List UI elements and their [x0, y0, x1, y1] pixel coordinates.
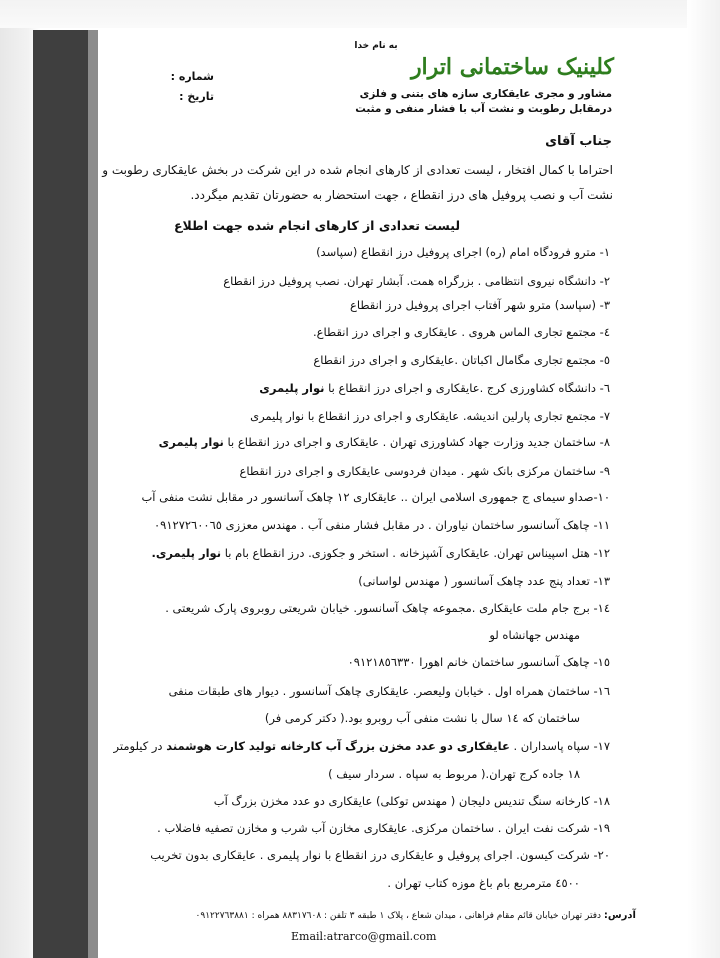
basmala: به نام خدا	[354, 41, 398, 51]
project-item-10: ۱۰-صداو سیمای ج جمهوری اسلامی ایران .. عایقکاری ۱۲ چاهک آسانسور در مقابل نشت منفی آب	[141, 490, 610, 504]
project-item-12-emphasis: نوار پلیمری.	[151, 546, 222, 560]
project-item-9: ۹- ساختمان مرکزی بانک شهر . میدان فردوسی عایقکاری و اجرای درز انقطاع	[239, 464, 610, 478]
project-item-17-continuation: ۱۸ جاده کرج تهران.( مربوط به سپاه . سردار سیف )	[328, 767, 580, 781]
project-item-18: ۱۸- کارخانه سنگ تندیس دلیجان ( مهندس توکلی) عایقکاری دو عدد مخزن بزرگ آب	[213, 794, 610, 808]
project-item-13: ۱۳- تعداد پنج عدد چاهک آسانسور ( مهندس لواسانی)	[358, 574, 610, 588]
project-item-16: ١٦- ساختمان همراه اول . خیابان ولیعصر. عایقکاری چاهک آسانسور . دیوار های طبقات منفی	[168, 684, 610, 698]
project-item-4: ٤- مجتمع تجاری الماس هروی . عایقکاری و اجرای درز انقطاع.	[313, 325, 610, 339]
project-item-17-emphasis: عایقکاری دو عدد مخزن بزرگ آب کارخانه تولید کارت هوشمند	[166, 739, 510, 753]
company-name: کلینیک ساختمانی اترار	[410, 54, 614, 80]
page-shadow-right	[687, 0, 720, 958]
intro-line-1: احتراما با کمال افتخار ، لیست تعدادی از کارهای انجام شده در این شرکت در بخش عایقکاری رطوبت و	[102, 163, 613, 177]
project-item-20-continuation: ٤٥۰۰ مترمربع بام باغ موزه کتاب تهران .	[387, 876, 580, 890]
project-item-15: ١٥- چاهک آسانسور ساختمان خانم اهورا ۰۹۱۲۱۸٥٦۳۳۰	[347, 655, 610, 669]
project-item-19: ۱۹- شرکت نفت ایران . ساختمان مرکزی. عایقکاری مخازن آب شرب و مخازن تصفیه فاضلاب .	[157, 821, 610, 835]
address-text: دفتر تهران خیابان قائم مقام فراهانی ، میدان شعاع ، پلاک ۱ طبقه ۳ تلفن : ۸۸۳۱۷٦۰۸ همراه : ۰۹۱۲۲۷٦۳۸۸۱	[195, 911, 604, 921]
number-label: شماره :	[170, 70, 214, 83]
project-item-12	[10, 546, 610, 560]
project-item-5: ٥- مجتمع تجاری مگامال اکباتان .عایقکاری و اجرای درز انقطاع	[313, 353, 610, 367]
project-item-6	[10, 381, 610, 395]
project-item-20: ۲۰- شرکت کیسون. اجرای پروفیل و عایقکاری درز انقطاع با نوار پلیمری . عایقکاری بدون تخریب	[150, 848, 610, 862]
footer-email: Email:atrarco@gmail.com	[291, 930, 437, 943]
list-heading: لیست تعدادی از کارهای انجام شده جهت اطلاع	[173, 218, 461, 233]
project-item-8-text: ۸- ساختمان جدید وزارت جهاد کشاورزی تهران . عایقکاری و اجرای درز انقطاع با	[227, 435, 610, 449]
project-item-16-continuation: ساختمان که ١٤ سال با نشت منفی آب روبرو بود.( دکتر کرمی فر)	[264, 711, 580, 725]
project-item-1: ۱- مترو فرودگاه امام (ره) اجرای پروفیل درز انقطاع (سپاسد)	[316, 245, 610, 259]
date-label: تاریخ :	[179, 90, 214, 103]
project-item-8-emphasis: نوار پلیمری	[158, 435, 224, 449]
company-subtitle-2: درمقابل رطوبت و نشت آب با فشار منفی و مثبت	[355, 103, 612, 115]
salutation: جناب آقای	[545, 134, 612, 149]
page-shadow-top	[0, 0, 720, 28]
project-item-14: ١٤- برج جام ملت عایقکاری .مجموعه چاهک آسانسور. خیابان شریعتی روبروی پارک شریعتی .	[165, 601, 610, 615]
project-item-6-text: ٦- دانشگاه کشاورزی کرج .عایقکاری و اجرای درز انقطاع با	[328, 381, 610, 395]
project-item-17-tail: در کیلومتر	[113, 739, 167, 753]
company-subtitle-1: مشاور و مجری عایقکاری سازه های بتنی و فلزی	[359, 88, 612, 100]
project-item-17	[10, 739, 610, 753]
project-item-14-continuation: مهندس جهانشاه لو	[489, 628, 580, 642]
footer-address	[16, 910, 636, 921]
intro-paragraph	[16, 158, 613, 208]
project-item-2: ۲- دانشگاه نیروی انتظامی . بزرگراه همت. آبشار تهران. نصب پروفیل درز انقطاع	[223, 274, 610, 288]
project-item-12-text: ۱۲- هتل اسپیناس تهران. عایقکاری آشپزخانه . استخر و جکوزی. درز انقطاع بام با	[224, 546, 610, 560]
project-item-6-emphasis: نوار پلیمری	[259, 381, 325, 395]
project-item-3: ۳- (سپاسد) مترو شهر آفتاب اجرای پروفیل درز انقطاع	[349, 298, 610, 312]
project-item-11: ۱۱- چاهک آسانسور ساختمان نیاوران . در مقابل فشار منفی آب . مهندس معززی ۰۹۱۲۷۲٦۰۰٦٥	[154, 518, 610, 532]
project-item-7: ۷- مجتمع تجاری پارلین اندیشه. عایقکاری و اجرای درز انقطاع با نوار پلیمری	[250, 409, 610, 423]
project-item-17-text: ۱۷- سپاه پاسداران .	[513, 739, 610, 753]
address-label: آدرس:	[603, 910, 636, 921]
project-item-8	[10, 435, 610, 449]
intro-line-2: نشت آب و نصب پروفیل های درز انقطاع ، جهت استحضار به حضورتان تقدیم میگردد.	[190, 188, 613, 202]
